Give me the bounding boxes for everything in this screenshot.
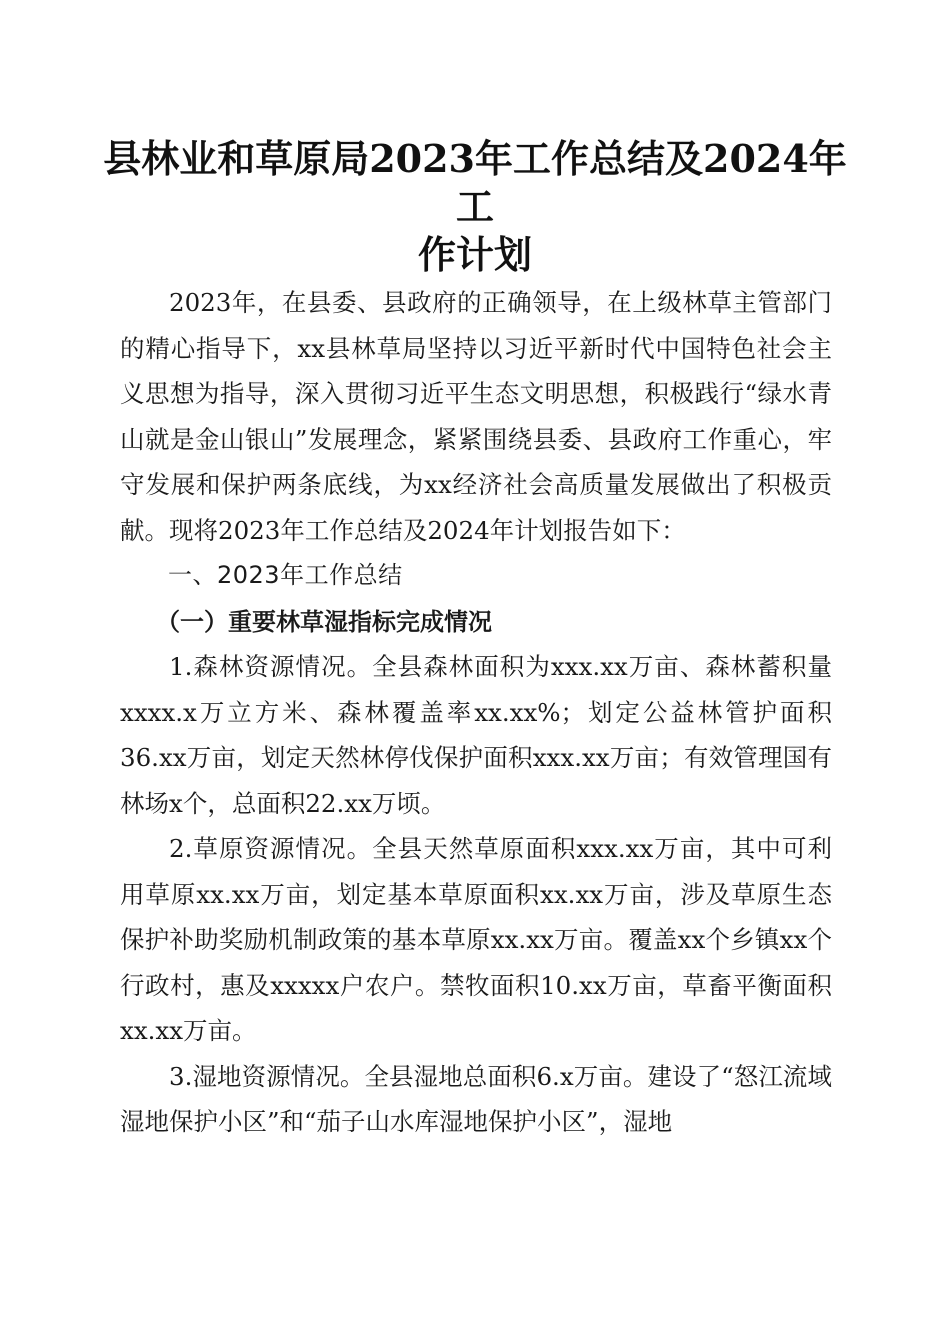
title-line-1: 县林业和草原局2023年工作总结及2024年工 [103, 136, 847, 229]
subsection-heading-1: （一）重要林草湿指标完成情况 [156, 606, 492, 636]
intro-paragraph: 2023年，在县委、县政府的正确领导，在上级林草主管部门的精心指导下，xx县林草局坚持以习近平新时代中国特色社会主义思想为指导，深入贯彻习近平生态文明思想，积极践行“绿水青山就是金山银山”发展理念，紧紧围绕县委、县政府工作重心，牢守发展和保护两条底线，为xx经济社会高质量发展做出了积极贡献。现将2023年工作总结及2024年计划报告如下： [120, 288, 832, 545]
document-title [100, 135, 850, 279]
section-heading-1: 一、2023年工作总结 [168, 561, 403, 589]
document-body [120, 280, 832, 1145]
paragraph-grassland-resources: 2.草原资源情况。全县天然草原面积xxx.xx万亩，其中可利用草原xx.xx万亩，划定基本草原面积xx.xx万亩，涉及草原生态保护补助奖励机制政策的基本草原xx.xx万亩。覆盖xx个乡镇xx个行政村，惠及xxxxx户农户。禁牧面积10.xx万亩，草畜平衡面积xx.xx万亩。 [120, 834, 832, 1045]
paragraph-forest-resources: 1.森林资源情况。全县森林面积为xxx.xx万亩、森林蓄积量xxxx.x万立方米、森林覆盖率xx.xx%；划定公益林管护面积36.xx万亩，划定天然林停伐保护面积xxx.xx万亩；有效管理国有林场x个，总面积22.xx万顷。 [120, 652, 832, 818]
paragraph-wetland-resources: 3.湿地资源情况。全县湿地总面积6.x万亩。建设了“怒江流域湿地保护小区”和“茄子山水库湿地保护小区”，湿地 [120, 1061, 832, 1136]
title-line-2: 作计划 [417, 232, 532, 277]
